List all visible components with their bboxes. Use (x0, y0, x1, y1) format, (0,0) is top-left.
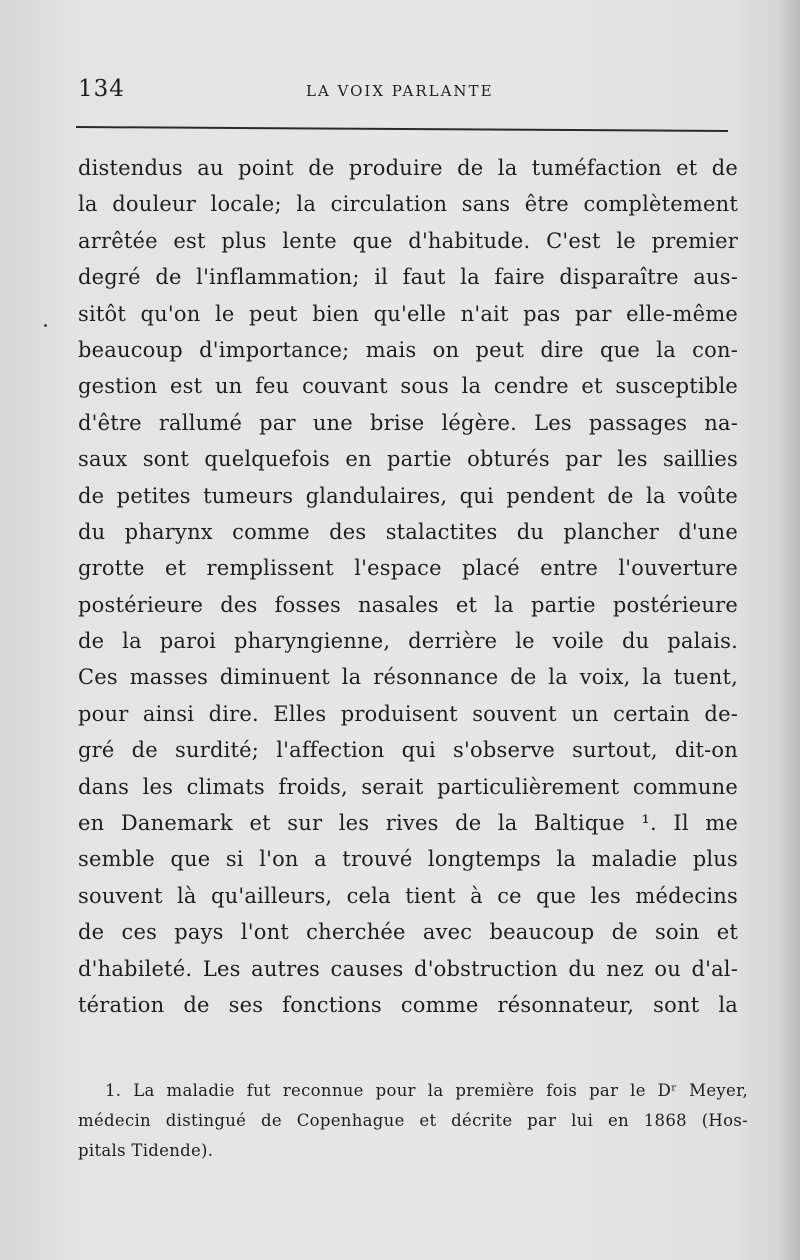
text-line: du pharynx comme des stalactites du plancher d'une (78, 519, 738, 544)
text-line: en Danemark et sur les rives de la Baltique ¹. Il me (78, 811, 738, 836)
page-gutter-shadow (778, 0, 800, 1260)
text-line: semble que si l'on a trouvé longtemps la maladie plus (78, 847, 738, 872)
text-line: d'être rallumé par une brise légère. Les passages na- (78, 410, 738, 435)
text-line: grotte et remplissent l'espace placé entre l'ouverture (78, 556, 738, 581)
text-line: la douleur locale; la circulation sans être complètement (78, 192, 738, 217)
text-line: sitôt qu'on le peut bien qu'elle n'ait pas par elle-même (78, 301, 738, 326)
margin-speck (44, 324, 47, 327)
footnote-line: médecin distingué de Copenhague et décrite par lui en 1868 (Hos- (78, 1111, 748, 1130)
text-line: arrêtée est plus lente que d'habitude. C'est le premier (78, 228, 738, 253)
page-header (78, 76, 728, 106)
text-line: beaucoup d'importance; mais on peut dire que la con- (78, 337, 738, 362)
text-line: dans les climats froids, serait particulièrement commune (78, 774, 738, 799)
text-line: gestion est un feu couvant sous la cendre et susceptible (78, 374, 738, 399)
text-line: gré de surdité; l'affection qui s'observe surtout, dit-on (78, 738, 738, 763)
text-line: saux sont quelquefois en partie obturés par les saillies (78, 447, 738, 472)
text-line: degré de l'inflammation; il faut la faire disparaître aus- (78, 265, 738, 290)
text-line: tération de ses fonctions comme résonnateur, sont la (78, 992, 738, 1017)
text-line: postérieure des fosses nasales et la partie postérieure (78, 592, 738, 617)
text-line: d'habileté. Les autres causes d'obstruction du nez ou d'al- (78, 956, 738, 981)
body-text (78, 150, 738, 1023)
text-line: de petites tumeurs glandulaires, qui pendent de la voûte (78, 483, 738, 508)
text-line: pour ainsi dire. Elles produisent souvent un certain de- (78, 701, 738, 726)
footnote-line: 1. La maladie fut reconnue pour la première fois par le Dʳ Meyer, (105, 1081, 748, 1100)
text-line: distendus au point de produire de la tuméfaction et de (78, 156, 738, 180)
running-title: LA VOIX PARLANTE (306, 82, 494, 100)
header-rule (76, 126, 728, 132)
page-number: 134 (78, 76, 125, 102)
footnote-line: pitals Tidende). (78, 1141, 214, 1160)
text-line: souvent là qu'ailleurs, cela tient à ce que les médecins (78, 883, 738, 908)
text-line: de la paroi pharyngienne, derrière le voile du palais. (78, 629, 738, 654)
text-line: Ces masses diminuent la résonnance de la voix, la tuent, (78, 665, 738, 690)
text-line: de ces pays l'ont cherchée avec beaucoup de soin et (78, 920, 738, 945)
footnotes (78, 1076, 748, 1166)
